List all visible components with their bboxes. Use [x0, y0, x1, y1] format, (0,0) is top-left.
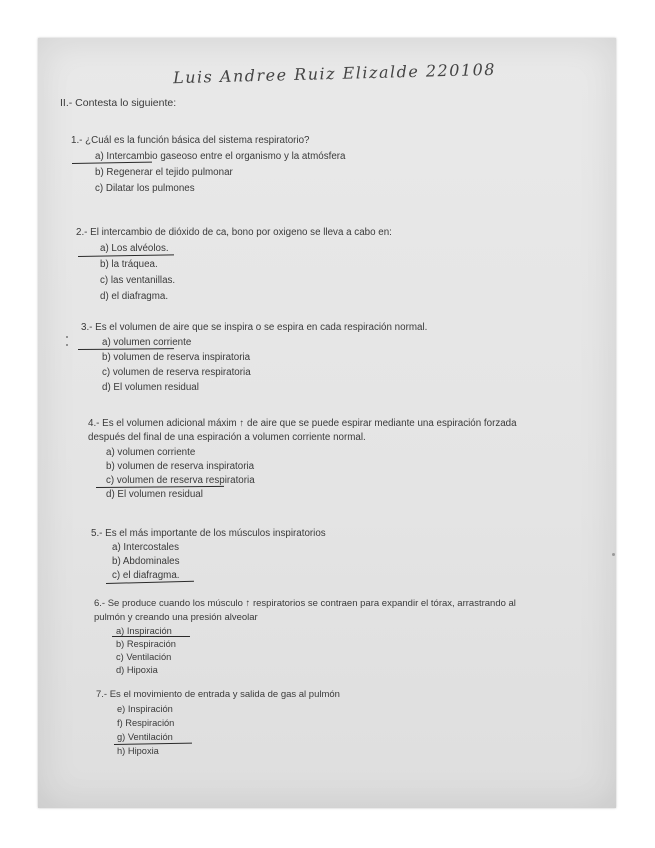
- question-1-option-b: b) Regenerar el tejido pulmonar: [95, 167, 233, 178]
- question-2-option-d: d) el diafragma.: [100, 291, 169, 302]
- question-3-option-a: a) volumen corriente: [102, 337, 192, 348]
- answer-mark-q4: [96, 486, 224, 488]
- question-1-prompt: 1.- ¿Cuál es la función básica del sistema respiratorio?: [71, 135, 310, 146]
- pen-dot: [66, 344, 68, 346]
- answer-mark-q3: [78, 348, 174, 350]
- question-7-prompt: 7.- Es el movimiento de entrada y salida de gas al pulmón: [96, 689, 340, 700]
- question-4-prompt-line2: después del final de una espiración a volumen corriente normal.: [88, 432, 366, 443]
- exam-sheet: [38, 38, 616, 808]
- question-4-option-b: b) volumen de reserva inspiratoria: [106, 461, 255, 472]
- question-5-option-b: b) Abdominales: [112, 556, 180, 567]
- paper-speck: [612, 553, 615, 556]
- question-6-option-d: d) Hipoxia: [116, 665, 158, 675]
- question-5-option-a: a) Intercostales: [112, 542, 179, 553]
- question-2-option-b: b) la tráquea.: [100, 259, 158, 270]
- question-6-option-c: c) Ventilación: [116, 652, 172, 662]
- question-6-option-a: a) Inspiración: [116, 626, 172, 636]
- question-5-prompt: 5.- Es el más importante de los músculos inspiratorios: [91, 528, 326, 539]
- question-3-prompt: 3.- Es el volumen de aire que se inspira o se espira en cada respiración normal.: [81, 322, 428, 333]
- answer-mark-q2: [78, 254, 174, 257]
- question-6-prompt: 6.- Se produce cuando los músculo ↑ respiratorios se contraen para expandir el tórax, arrastrando al: [94, 598, 516, 609]
- section-title: II.- Contesta lo siguiente:: [60, 97, 177, 109]
- answer-mark-q6: [112, 636, 190, 637]
- question-3-option-d: d) El volumen residual: [102, 382, 199, 393]
- question-3-option-b: b) volumen de reserva inspiratoria: [102, 352, 251, 363]
- question-1-option-c: c) Dilatar los pulmones: [95, 183, 195, 194]
- question-7-option-f: f) Respiración: [117, 718, 175, 728]
- question-1-option-a: a) Intercambio gaseoso entre el organismo y la atmósfera: [95, 151, 346, 162]
- question-2-option-a: a) Los alvéolos.: [100, 243, 169, 254]
- answer-mark-q7: [114, 743, 192, 745]
- answer-mark-q1: [72, 162, 152, 164]
- question-4-prompt: 4.- Es el volumen adicional máxim ↑ de aire que se puede espirar mediante una espiración forzada: [88, 418, 517, 429]
- handwritten-name: Luis Andree Ruiz Elizalde 220108: [172, 59, 497, 88]
- question-4-option-a: a) volumen corriente: [106, 447, 196, 458]
- question-4-option-d: d) El volumen residual: [106, 489, 203, 500]
- question-4-option-c: c) volumen de reserva respiratoria: [106, 475, 255, 486]
- question-7-option-g: g) Ventilación: [117, 732, 173, 742]
- question-2-prompt: 2.- El intercambio de dióxido de ca, bono por oxigeno se lleva a cabo en:: [76, 227, 392, 238]
- question-3-option-c: c) volumen de reserva respiratoria: [102, 367, 251, 378]
- pen-dot: [66, 336, 68, 338]
- question-7-option-h: h) Hipoxia: [117, 746, 159, 756]
- question-7-option-e: e) Inspiración: [117, 704, 173, 714]
- answer-mark-q5: [106, 581, 194, 584]
- question-6-prompt-line2: pulmón y creando una presión alveolar: [94, 612, 258, 623]
- question-6-option-b: b) Respiración: [116, 639, 176, 649]
- question-2-option-c: c) las ventanillas.: [100, 275, 176, 286]
- question-5-option-c: c) el diafragma.: [112, 570, 180, 581]
